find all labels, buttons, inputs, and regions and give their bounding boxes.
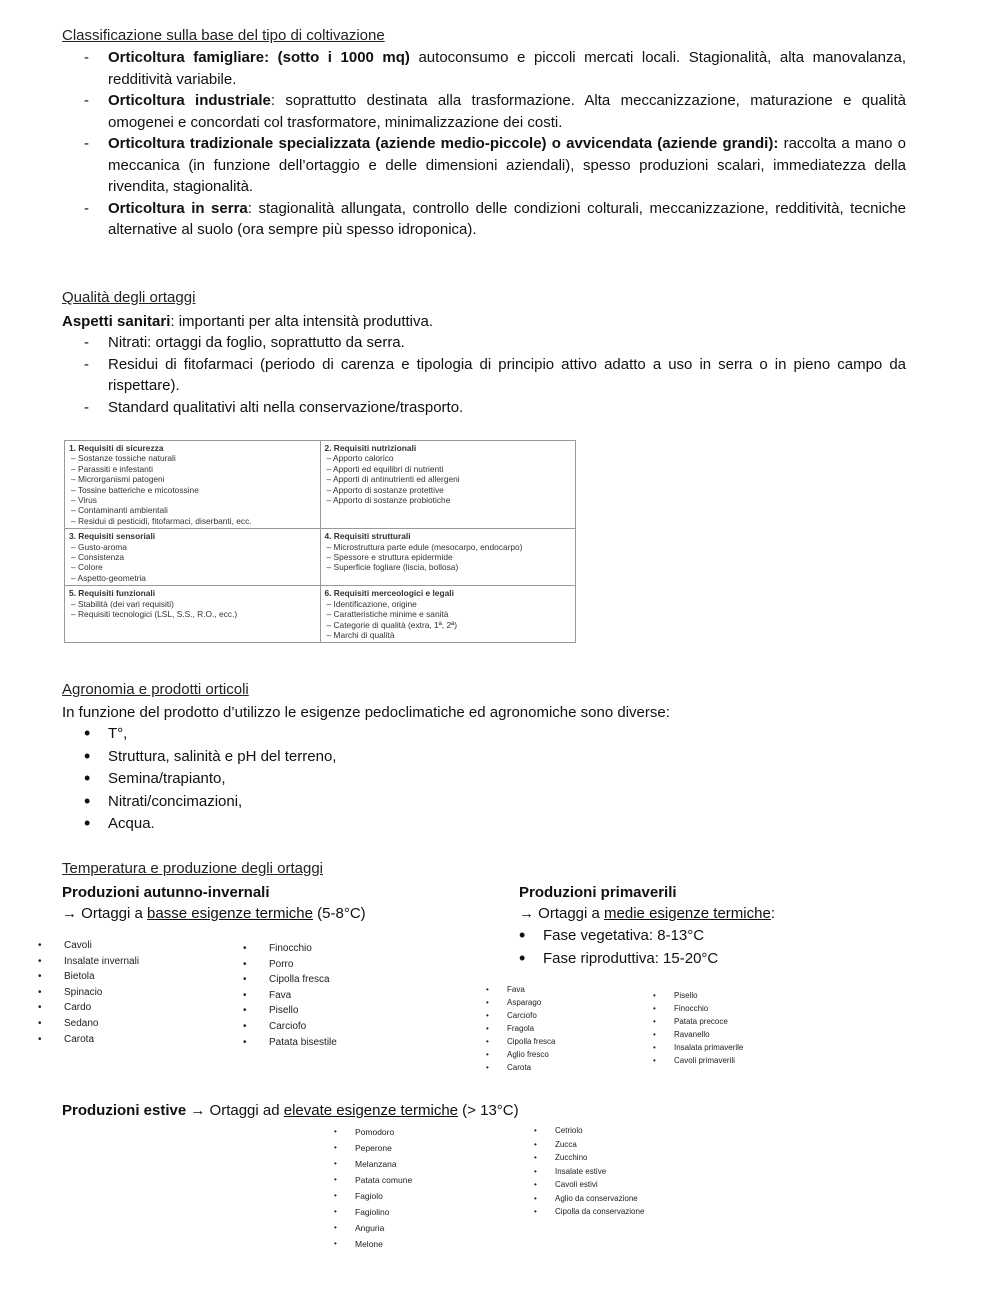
list-item: • Cavoli estivi (534, 1178, 714, 1192)
list-item: • Cardo (38, 1000, 218, 1016)
list-item: • Finocchio (243, 941, 423, 957)
autumn-list-1 (38, 938, 218, 1047)
list-item: • Pisello (243, 1003, 423, 1019)
list-item: • Fagiolo (334, 1188, 494, 1204)
requirements-table (64, 440, 576, 643)
summer-list-1 (334, 1124, 494, 1252)
list-item: • Zucchino (534, 1151, 714, 1165)
spring-list-1 (486, 983, 636, 1074)
section-title-classificazione: Classificazione sulla base del tipo di coltivazione (62, 27, 385, 44)
list-item: • Nitrati/concimazioni, (62, 791, 662, 814)
list-item: • Fase riproduttiva: 15-20°C (497, 948, 897, 971)
list-item: • Acqua. (62, 813, 662, 836)
list-item: • Finocchio (653, 1002, 803, 1015)
autumn-list-2 (243, 941, 423, 1050)
list-item: • Insalate invernali (38, 954, 218, 970)
list-item: • Carota (38, 1032, 218, 1048)
summer-heading: Produzioni estive → Ortaggi ad elevate esigenze termiche (> 13°C) (62, 1102, 519, 1119)
list-item: • Spinacio (38, 985, 218, 1001)
table-cell: 1. Requisiti di sicurezza – Sostanze tossiche naturali – Parassiti e infestanti – Microrganismi patogeni – Tossine batteriche e micotossine – Virus – Contaminanti ambientali – Residui di pesticidi, fitofarmaci, diserbanti, ecc. (65, 441, 321, 529)
list-item: • Ravanello (653, 1028, 803, 1041)
spring-heading: Produzioni primaverili (519, 884, 677, 901)
table-cell: 6. Requisiti merceologici e legali – Identificazione, origine – Caratteristiche minime e sanità – Categorie di qualità (extra, 1ª, 2ª) – Marchi di qualità (320, 586, 576, 643)
list-item: • Aglio fresco (486, 1048, 636, 1061)
list-item: • Zucca (534, 1138, 714, 1152)
table-cell: 4. Requisiti strutturali – Microstruttura parte edule (mesocarpo, endocarpo) – Spessore e struttura epidermide – Superficie fogliare (liscia, bollosa) (320, 529, 576, 586)
list-item: - Nitrati: ortaggi da foglio, soprattutto da serra. (62, 332, 906, 354)
list-item: • Patata comune (334, 1172, 494, 1188)
list-item: • Insalata primaverile (653, 1041, 803, 1054)
list-item: • Cavoli primaverili (653, 1054, 803, 1067)
spring-phase-list (497, 925, 897, 970)
list-item: • Fragola (486, 1022, 636, 1035)
list-item: - Orticoltura industriale: soprattutto destinata alla trasformazione. Alta meccanizzazione, maturazione e qualità omogenei e concordati col trasformatore, minimalizzazione dei costi. (62, 90, 906, 133)
list-item: • Cipolla fresca (243, 972, 423, 988)
autumn-subheading: → Ortaggi a basse esigenze termiche (5-8°C) (62, 905, 366, 922)
list-item: • Sedano (38, 1016, 218, 1032)
list-item: • Cipolla fresca (486, 1035, 636, 1048)
spring-subheading: → Ortaggi a medie esigenze termiche: (519, 905, 775, 922)
list-item: • Insalate estive (534, 1165, 714, 1179)
list-item: • Carciofo (486, 1009, 636, 1022)
sanitary-aspects-intro: Aspetti sanitari: importanti per alta intensità produttiva. (62, 313, 434, 330)
list-item: • Semina/trapianto, (62, 768, 662, 791)
list-item: • Cipolla da conservazione (534, 1205, 714, 1219)
list-item: • Bietola (38, 969, 218, 985)
list-item: • Pisello (653, 989, 803, 1002)
agronomy-intro: In funzione del prodotto d’utilizzo le esigenze pedoclimatiche ed agronomiche sono diverse: (62, 704, 670, 721)
list-item: • Struttura, salinità e pH del terreno, (62, 746, 662, 769)
list-item: • Melone (334, 1236, 494, 1252)
sanitary-list (62, 332, 906, 418)
agronomy-list (62, 723, 662, 836)
section-title-qualita: Qualità degli ortaggi (62, 289, 196, 306)
list-item: • Patata bisestile (243, 1035, 423, 1051)
section-title-temperatura: Temperatura e produzione degli ortaggi (62, 860, 323, 877)
list-item: - Standard qualitativi alti nella conservazione/trasporto. (62, 397, 906, 419)
list-item: • T°, (62, 723, 662, 746)
list-item: • Cetriolo (534, 1124, 714, 1138)
list-item: • Fagiolino (334, 1204, 494, 1220)
table-cell: 5. Requisiti funzionali – Stabilità (dei vari requisiti) – Requisiti tecnologici (LSL, S.S., R.O., ecc.) (65, 586, 321, 643)
list-item: - Orticoltura in serra: stagionalità allungata, controllo delle condizioni colturali, meccanizzazione, redditività, tecniche alternative al suolo (ora sempre più spesso idroponica). (62, 198, 906, 241)
list-item: - Orticoltura famigliare: (sotto i 1000 mq) autoconsumo e piccoli mercati locali. Stagionalità, alta manovalanza, redditività variabile. (62, 47, 906, 90)
list-item: • Fava (243, 988, 423, 1004)
classification-list (62, 47, 906, 241)
section-title-agronomia: Agronomia e prodotti orticoli (62, 681, 249, 698)
table-cell: 2. Requisiti nutrizionali – Apporto calorico – Apporti ed equilibri di nutrienti – Apporti di antinutrienti ed allergeni – Apporto di sostanze protettive – Apporto di sostanze probiotiche (320, 441, 576, 529)
autumn-heading: Produzioni autunno-invernali (62, 884, 270, 901)
list-item: • Aglio da conservazione (534, 1192, 714, 1206)
list-item: • Carota (486, 1061, 636, 1074)
list-item: • Fava (486, 983, 636, 996)
list-item: • Fase vegetativa: 8-13°C (497, 925, 897, 948)
list-item: • Porro (243, 957, 423, 973)
spring-list-2 (653, 989, 803, 1067)
table-cell: 3. Requisiti sensoriali – Gusto-aroma – Consistenza – Colore – Aspetto-geometria (65, 529, 321, 586)
list-item: • Asparago (486, 996, 636, 1009)
list-item: - Orticoltura tradizionale specializzata (aziende medio-piccole) o avvicendata (aziende grandi): raccolta a mano o meccanica (in funzione dell’ortaggio e delle dimensioni aziendali), spesso produzioni scalari, immediatezza della rivendita, stagionalità. (62, 133, 906, 198)
list-item: • Carciofo (243, 1019, 423, 1035)
summer-list-2 (534, 1124, 714, 1219)
list-item: • Anguria (334, 1220, 494, 1236)
list-item: • Peperone (334, 1140, 494, 1156)
list-item: • Cavoli (38, 938, 218, 954)
list-item: • Melanzana (334, 1156, 494, 1172)
list-item: - Residui di fitofarmaci (periodo di carenza e tipologia di principio attivo adatto a uso in serra o in pieno campo da rispettare). (62, 354, 906, 397)
list-item: • Pomodoro (334, 1124, 494, 1140)
list-item: • Patata precoce (653, 1015, 803, 1028)
